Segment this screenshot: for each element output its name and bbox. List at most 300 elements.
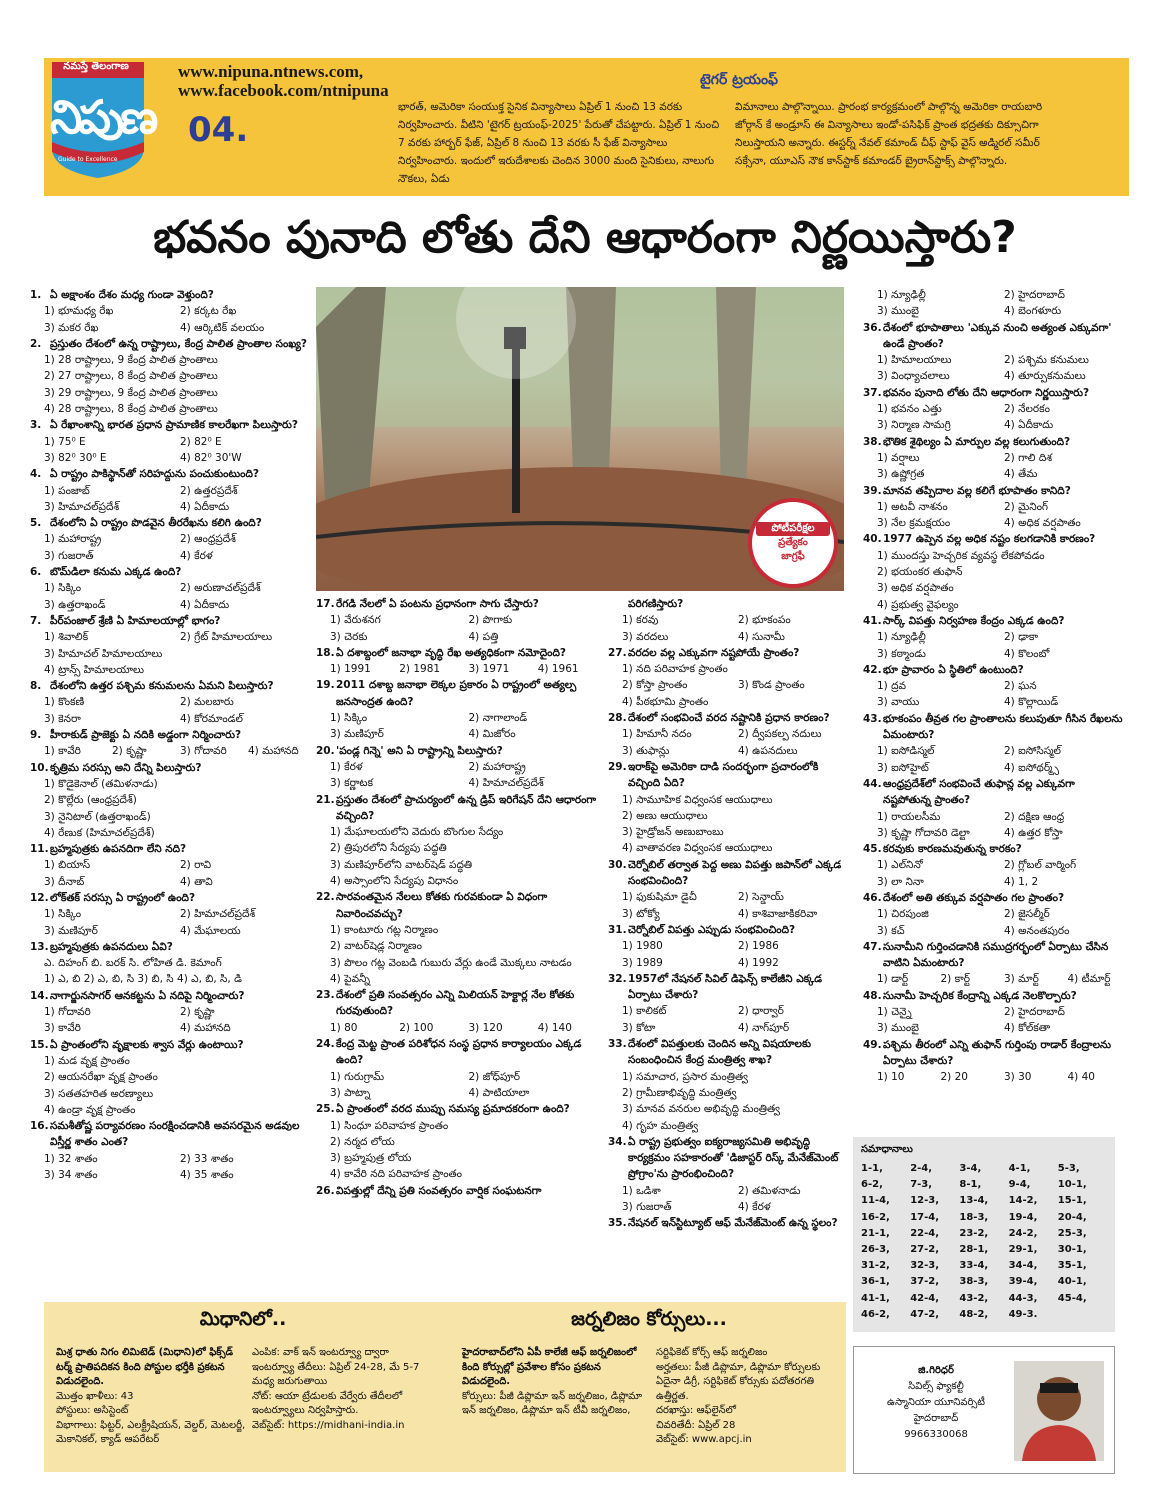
- question-label: ప్రస్తుతం దేశంలో ప్రాచుర్యంలో ఉన్న డ్రిప్ ఇరిగేషన్ దేని ఆధారంగా వచ్చింది?: [336, 793, 597, 822]
- question-options: [863, 971, 1125, 987]
- question-label: కేంద్ర మెట్ట ప్రాంత పరిశోధన సంస్థ ప్రధాన కార్యాలయం ఎక్కడ ఉంది?: [336, 1038, 582, 1067]
- option-text: 2) ఆయనరేఖా వృక్ష ప్రాంతం: [44, 1071, 158, 1084]
- option-text: 4) కాశివాజాకికరివా: [738, 907, 818, 920]
- question-number: 9.: [30, 729, 42, 742]
- question-options: [30, 580, 310, 613]
- option-text: 1) డార్ట్: [877, 973, 909, 986]
- option-text: 2) నాగాలాండ్: [468, 712, 528, 725]
- option-text: 4) కొలంబో: [1004, 647, 1050, 660]
- option-text: 1) నది పరివాహక ప్రాంతం: [622, 663, 728, 676]
- question-item: [608, 857, 848, 922]
- question-label: ఏ దశాబ్దంలో జనాభా వృద్ధి రేఖ అత్యధికంగా నమోదైంది?: [336, 646, 566, 659]
- option-text: 1) ద్రవ: [877, 680, 906, 693]
- question-options: [316, 1020, 601, 1036]
- answer-item: 13-4,: [959, 1195, 989, 1207]
- option-text: 1) చెన్నై: [877, 1006, 912, 1019]
- answer-item: 36-1,: [861, 1276, 890, 1288]
- question-options: [863, 352, 1125, 385]
- question-number: 44.: [863, 777, 882, 790]
- option-text: 2) ఉత్తరప్రదేశ్: [180, 484, 238, 497]
- option-text: 4) ఏదీకాదు: [180, 598, 230, 611]
- question-item: [863, 483, 1125, 532]
- question-options: [863, 548, 1125, 613]
- question-number: 41.: [863, 614, 882, 627]
- question-item: [863, 776, 1125, 841]
- option-text: 4) తూర్పుకనుమలు: [1004, 370, 1086, 383]
- question-text: [608, 645, 848, 661]
- question-number: 22.: [316, 891, 335, 904]
- question-number: 36.: [863, 321, 882, 334]
- question-text: [316, 743, 601, 759]
- answers-grid: [853, 1161, 1115, 1323]
- option-text: 4) ఐసోథర్మ్స్: [1004, 761, 1059, 774]
- question-item: [608, 1215, 848, 1231]
- option-text: 1) కాలికట్: [622, 1005, 667, 1018]
- option-text: 2) ధార్వార్: [738, 1005, 784, 1018]
- question-text: [863, 939, 1125, 972]
- option-text: 3) పొలం గట్ల వెంబడి గుబురు వేర్లు ఉండే మొక్కలు నాటడం: [330, 956, 572, 969]
- question-text: [608, 759, 848, 792]
- option-text: 1) భవనం ఎత్తు: [877, 403, 942, 416]
- option-text: 2) హిమాచల్‌ప్రదేశ్: [180, 908, 256, 921]
- option-text: 3) నిర్మాణ సామగ్రి: [877, 419, 951, 432]
- question-text: [316, 1183, 601, 1199]
- question-options: [608, 889, 848, 922]
- midhani-right: [252, 1346, 438, 1433]
- question-label: ఏ ప్రాంతంలో వరద ముప్పు సమస్య ప్రమాదకరంగా ఉంది?: [336, 1103, 570, 1116]
- question-number: 45.: [863, 843, 882, 856]
- midhani-title: మిధానిలో..: [199, 1308, 287, 1330]
- option-text: 1) హిమానీ నదం: [622, 728, 692, 741]
- answer-item: 12-3,: [910, 1195, 940, 1207]
- option-text: 2) గ్లోబల్ వార్మింగ్: [1004, 859, 1077, 872]
- question-label: బ్రహ్మపుత్రకు ఉపనదులు ఏవి?: [50, 940, 173, 953]
- option-text: 4) తేమ: [1004, 468, 1038, 481]
- question-text: [608, 922, 848, 938]
- option-text: 3) కొండ ప్రాంతం: [738, 679, 805, 692]
- question-text: [608, 1134, 848, 1183]
- option-text: 4) ఏదీకాదు: [180, 500, 230, 513]
- question-item: [30, 939, 310, 988]
- journalism-website[interactable]: వెబ్‌సైట్: www.apcj.in: [656, 1434, 752, 1445]
- question-label: దేశంలో భూపాతాలు 'ఎక్కువ నుంచి అత్యంత ఎక్కువగా' ఉండే ప్రాంతం?: [883, 321, 1112, 350]
- question-options: [863, 629, 1125, 662]
- option-text: 3) హిమాచల్‌ప్రదేశ్: [44, 500, 120, 513]
- question-text: [608, 1036, 848, 1069]
- option-text: 2) కర్కట రేఖ: [180, 305, 237, 318]
- question-options: [30, 743, 310, 759]
- option-text: 2) గాలి దిశ: [1004, 451, 1053, 464]
- question-item: [316, 889, 601, 987]
- option-text: 1) సిక్కిం: [44, 908, 82, 921]
- option-text: 1) వర్షాలు: [877, 451, 920, 464]
- question-text: [30, 760, 310, 776]
- journalism-title: జర్నలిజం కోర్సులు...: [571, 1308, 727, 1330]
- option-text: 3) తుఫాన్లు: [622, 744, 670, 757]
- question-text: [863, 1037, 1125, 1070]
- question-number: 34.: [608, 1135, 627, 1148]
- question-label: విపత్తుల్లో దేన్ని ప్రతి సంవత్సరం వార్షిక సంఘటనగా: [336, 1184, 542, 1197]
- question-label: హీరాకుడ్ ప్రాజెక్టు ఏ నదికి అడ్డంగా నిర్మించారు?: [50, 729, 242, 742]
- question-text: [316, 987, 601, 1020]
- option-text: 3) మకర రేఖ: [44, 321, 99, 334]
- answer-item: 38-3,: [959, 1276, 989, 1288]
- logo-subtitle: Guide to Excellence: [58, 156, 118, 163]
- answer-item: 42-4,: [910, 1292, 940, 1304]
- answer-item: 18-3,: [959, 1211, 989, 1223]
- option-text: 4) కేరళ: [180, 549, 213, 562]
- question-number: 25.: [316, 1103, 335, 1116]
- option-text: 1) కేరళ: [330, 760, 363, 773]
- midhani-website[interactable]: వెబ్‌సైట్: https://midhani-india.in: [252, 1419, 405, 1431]
- question-number: 28.: [608, 712, 627, 725]
- option-text: 2) పొగాకు: [468, 614, 513, 627]
- questions-column-2: [316, 596, 601, 1199]
- question-options: [316, 710, 601, 743]
- option-text: 4) తావి: [180, 875, 213, 888]
- option-text: 3) మార్ట్: [1004, 973, 1039, 986]
- question-number: 48.: [863, 989, 882, 1002]
- question-text: [863, 890, 1125, 906]
- question-label: భూకంపం తీవ్రత గల ప్రాంతాలను కలుపుతూ గీసిన రేఖలను ఏమంటారు?: [883, 712, 1123, 742]
- option-text: 2) కోస్తా ప్రాంతం: [622, 679, 688, 692]
- badge-line-3: జాగ్రఫీ: [781, 551, 805, 562]
- author-phone: 9966330068: [904, 1429, 968, 1440]
- question-label: సారవంతమైన నేలలు కోతకు గురవకుండా ఏ విధంగా నివారించవచ్చు?: [336, 891, 548, 920]
- question-item: [863, 841, 1125, 890]
- option-text: 1) న్యూఢిల్లీ: [877, 631, 926, 644]
- option-text: 1) సమాచార, ప్రసార మంత్రిత్వ: [622, 1070, 748, 1083]
- question-item: [30, 1118, 310, 1183]
- option-text: 3) లా నినా: [877, 875, 924, 888]
- option-text: 3) సతతహరిత అరణ్యాలు: [44, 1087, 154, 1100]
- question-text: [316, 1101, 601, 1117]
- option-text: 4) బెంగళూరు: [1004, 305, 1062, 318]
- option-text: 2) తమిళనాడు: [738, 1184, 801, 1197]
- question-text: [316, 792, 601, 825]
- question-options: [863, 287, 1125, 320]
- midhani-intro: మిశ్ర ధాతు నిగం లిమిటెడ్ (మిధాని)లో ఫిక్స్‌డ్ టర్మ్ ప్రాతిపదికన కింది పోస్టుల భర్తీకి ప్రకటన విడుదలైంది.: [56, 1347, 233, 1387]
- answer-item: 3-4,: [959, 1163, 982, 1174]
- option-text: 1) సిక్కిం: [44, 582, 82, 595]
- answer-item: 49-3.: [1008, 1308, 1038, 1320]
- option-text: 4) సునామీ: [738, 630, 785, 643]
- issue-number: 04.: [188, 110, 249, 150]
- question-number: 38.: [863, 435, 882, 448]
- question-item: [863, 1037, 1125, 1086]
- option-text: 1) 28 రాష్ట్రాలు, 9 కేంద్ర పాలిత ప్రాంతాలు: [44, 354, 218, 367]
- question-item: [863, 613, 1125, 662]
- question-item: [863, 711, 1125, 776]
- question-number: 19.: [316, 679, 335, 692]
- question-number: 43.: [863, 712, 882, 725]
- option-text: 4) 28 రాష్ట్రాలు, 8 కేంద్ర పాలిత ప్రాంతాలు: [44, 403, 218, 416]
- question-number: 49.: [863, 1038, 882, 1051]
- question-text: [863, 988, 1125, 1004]
- question-options: [863, 809, 1125, 842]
- option-text: 2) 33 శాతం: [180, 1152, 234, 1165]
- option-text: 3) 82⁰ 30⁰ E: [44, 451, 107, 464]
- url-facebook[interactable]: www.facebook.com/ntnipuna: [178, 81, 389, 100]
- option-text: 4) ఉపనదులు: [738, 744, 798, 757]
- answer-item: 48-2,: [959, 1308, 989, 1320]
- option-text: 2) భూకంపం: [738, 614, 791, 627]
- question-number: 37.: [863, 386, 882, 399]
- option-text: 3) ఐసోహైట్: [877, 761, 929, 774]
- option-text: 1) 10: [877, 1071, 905, 1084]
- question-item: [316, 677, 601, 742]
- answer-item: 15-1,: [1057, 1195, 1087, 1207]
- question-options: [30, 857, 310, 890]
- midhani-left: [56, 1346, 246, 1448]
- question-label: 1977 ఉప్పెన వల్ల అధిక నష్టం కలగడానికి కారణం?: [883, 533, 1096, 546]
- question-label: వరదల వల్ల ఎక్కువగా నష్టపోయే ప్రాంతం?: [628, 646, 800, 659]
- option-text: 4) 1992: [738, 956, 779, 969]
- midhani-selection: ఎంపిక: వాక్ ఇన్ ఇంటర్వ్యూ ద్వారా: [252, 1347, 389, 1358]
- answer-item: 26-3,: [861, 1244, 890, 1256]
- url-nipuna[interactable]: www.nipuna.ntnews.com,: [178, 62, 364, 81]
- option-text: 4) 1961: [537, 663, 579, 676]
- option-text: 3) కోటా: [622, 1021, 656, 1034]
- option-text: 2) భయంకర తుఫాన్: [877, 566, 963, 579]
- logo-name: నిపుణ: [50, 90, 155, 144]
- option-text: 2) ఢాకా: [1004, 631, 1039, 644]
- question-text: [608, 1215, 848, 1231]
- question-label: ఏ ప్రాంతంలోని వృక్షాలకు శ్వాస వేర్లు ఉంటాయి?: [50, 1038, 244, 1051]
- answer-item: 25-3,: [1057, 1227, 1087, 1239]
- option-text: 2) కార్ట్: [940, 973, 970, 986]
- question-text: [30, 466, 310, 482]
- author-box: [853, 1346, 1115, 1474]
- question-item: [863, 939, 1125, 988]
- option-text: 3) హైడ్రోజన్ అణుబాంబు: [622, 826, 724, 839]
- option-text: 2) త్రిపురలోని సేద్యపు పద్ధతి: [330, 842, 447, 855]
- question-label: బ్రహ్మపుత్రకు ఉపనదిగా లేని నది?: [50, 843, 187, 856]
- question-text: [608, 971, 848, 1004]
- answer-item: 29-1,: [1008, 1244, 1038, 1256]
- question-number: 20.: [316, 744, 335, 757]
- option-text: 1) కొడైకెనాల్ (తమిళనాడు): [44, 777, 158, 790]
- question-options: [863, 743, 1125, 776]
- answer-item: 32-3,: [910, 1260, 940, 1272]
- question-label: 'పండ్ల గిన్నె' అని ఏ రాష్ట్రాన్ని పిలుస్తారు?: [336, 744, 503, 757]
- question-label: దేశంలో విపత్తులకు చెందిన అన్ని విషయాలకు సంబంధించిన కేంద్ర మంత్రిత్వ శాఖ?: [628, 1038, 812, 1067]
- answer-item: 40-1,: [1057, 1276, 1087, 1288]
- option-text: 4) ఉండ్రా వృక్ష ప్రాంతం: [44, 1103, 136, 1116]
- option-text: 2) సెన్డాయ్: [738, 891, 784, 904]
- question-number: 27.: [608, 646, 627, 659]
- question-text: [30, 841, 310, 857]
- question-number: 16.: [30, 1120, 49, 1133]
- option-text: 4) అధిక వర్షపాతం: [1004, 517, 1081, 530]
- option-text: 1) వేరుశనగ: [330, 614, 381, 627]
- answer-item: 28-1,: [959, 1244, 989, 1256]
- question-options: [608, 726, 848, 759]
- question-options: [30, 1004, 310, 1037]
- author-org: ఉస్మానియా యూనివర్సిటీ: [887, 1397, 985, 1408]
- question-number: 40.: [863, 533, 882, 546]
- question-item: [608, 971, 848, 1036]
- question-options: [30, 483, 310, 516]
- option-text: 4) 35 శాతం: [180, 1169, 234, 1182]
- question-options: [863, 678, 1125, 711]
- question-text: [863, 662, 1125, 678]
- question-options: [316, 922, 601, 987]
- news-text-right: విమానాలు పాల్గొన్నాయి. ప్రారంభ కార్యక్రమంలో పాల్గొన్న అమెరికా రాయబారి జోర్గాన్ కే అండ్రూస్ ఈ విన్యాసాలు ఇండో-పసిఫిక్ ప్రాంత భద్రతకు దిక్సూచిగా నిలుస్తాయని అన్నారు. ఈస్టర్న్ నేవల్ కమాండ్ చీఫ్ స్టాఫ్ వైస్ అడ్మిరల్ సమీర్ సక్సేనా, యూఎస్ నౌక కాన్‌స్టాక్ కమాండర్ బ్రైరాన్‌స్టాక్స్ పాల్గొన్నారు.: [735, 101, 1043, 167]
- question-label: భౌతిక శైథిల్యం ఏ మార్పుల వల్ల కలుగుతుంది?: [883, 435, 1071, 448]
- question-text: [316, 889, 601, 922]
- option-text: 2) నేలరకం: [1004, 403, 1050, 416]
- option-text: 4) పత్తి: [468, 630, 499, 643]
- question-number: 29.: [608, 760, 627, 773]
- question-options: [316, 1069, 601, 1102]
- question-options: [30, 303, 310, 336]
- question-options: [608, 612, 848, 645]
- question-item: [608, 596, 848, 645]
- question-item: [30, 613, 310, 678]
- option-text: 2) ఐసోసిస్మల్: [1004, 745, 1061, 758]
- option-text: 1) ఫుకుషిమా డైచీ: [622, 891, 697, 904]
- question-number: 11.: [30, 843, 49, 856]
- option-text: 4) ట్రాన్స్ హిమాలయాలు: [44, 663, 145, 676]
- question-item: [863, 662, 1125, 711]
- question-options: [608, 792, 848, 857]
- option-text: 1) భూమధ్య రేఖ: [44, 305, 114, 318]
- question-item: [316, 596, 601, 645]
- option-text: 3) హిమాచల్ హిమాలయాలు: [44, 647, 163, 660]
- question-options: [863, 1004, 1125, 1037]
- question-options: [30, 906, 310, 939]
- option-text: 1) చిరపుంజి: [877, 908, 929, 921]
- journalism-eligibility: అర్హతలు: పీజీ డిప్లొమా, డిప్లొమా కోర్సులకు ఏదైనా డిగ్రీ, సర్టిఫికెట్ కోర్సుకు పదోతరగతి ఉత్తీర్ణత.: [656, 1361, 821, 1402]
- question-number: 10.: [30, 761, 49, 774]
- answer-item: 4-1,: [1008, 1163, 1031, 1174]
- answer-item: 21-1,: [861, 1227, 890, 1239]
- question-text: [863, 434, 1125, 450]
- questions-column-1: [30, 287, 310, 1183]
- question-text: [863, 841, 1125, 857]
- question-text: [30, 939, 310, 955]
- question-label: భూ ప్రావారం ఏ స్థితిలో ఉంటుంది?: [883, 663, 1024, 676]
- option-text: 3) కృష్ణా గోదావరి డెల్టా: [877, 826, 970, 839]
- option-text: 3) మణిపూర్‌లోని వాటర్‌షెడ్ పద్ధతి: [330, 858, 473, 871]
- question-item: [30, 890, 310, 939]
- answer-item: 16-2,: [861, 1211, 890, 1223]
- answer-item: 46-2,: [861, 1308, 890, 1320]
- question-options: [608, 1183, 848, 1216]
- question-item: [30, 417, 310, 466]
- option-text: 1) అటవీ నాశనం: [877, 500, 948, 513]
- option-text: 1) కరవు: [622, 614, 659, 627]
- answer-item: 44-3,: [1008, 1292, 1038, 1304]
- question-number: 42.: [863, 663, 882, 676]
- option-text: 2) ద్వీపకల్ప నదులు: [738, 728, 822, 741]
- question-label: దేశంలో ప్రతి సంవత్సరం ఎన్ని మిలియన్ హెక్టార్ల నేల కోతకు గురవుతుంది?: [336, 989, 575, 1018]
- journalism-box: [452, 1302, 846, 1472]
- question-number: 13.: [30, 940, 49, 953]
- option-text: 3) బ్రహ్మపుత్ర లోయ: [330, 1152, 412, 1165]
- question-text: [316, 596, 601, 612]
- option-text: 3) గుజరాత్: [622, 1200, 672, 1213]
- option-text: 4) మహానది: [248, 745, 299, 758]
- question-options: [863, 450, 1125, 483]
- journalism-courses: కోర్సులు: పీజీ డిప్లొమా ఇన్ జర్నలిజం, డిప్లొమా ఇన్ జర్నలిజం, డిప్లొమా ఇన్ టీవీ జర్నలిజం,: [462, 1390, 642, 1416]
- question-item: [30, 988, 310, 1037]
- option-text: 1) రాయలసీమ: [877, 810, 941, 823]
- answer-item: 37-2,: [910, 1276, 940, 1288]
- question-label: ఇరాక్‌పై అమెరికా దాడి సందర్భంగా ప్రచారంలోకి వచ్చింది ఏది?: [628, 760, 819, 790]
- option-text: 4) కోరమాండల్: [180, 712, 243, 725]
- question-number: 6.: [30, 566, 42, 579]
- midhani-posts: పోస్టులు: అసిస్టెంట్: [56, 1405, 129, 1416]
- option-text: 4) మేఘాలయ: [180, 924, 241, 937]
- option-text: 4) టీమార్ట్: [1067, 973, 1111, 986]
- answer-item: 14-2,: [1008, 1195, 1038, 1207]
- option-text: 1) సిక్కిం: [330, 712, 368, 725]
- option-text: 4) ఆర్కిటిక్ వలయం: [180, 321, 265, 334]
- option-text: [180, 646, 310, 662]
- option-text: 2) 100: [399, 1021, 434, 1034]
- question-number: 31.: [608, 923, 627, 936]
- news-title: టైగర్ ట్రయంఫ్: [700, 72, 779, 88]
- question-text: [30, 988, 310, 1004]
- question-label: పరిగణిస్తారు?: [628, 598, 684, 610]
- answer-item: 7-3,: [910, 1179, 933, 1191]
- option-text: 3) 1971: [468, 663, 510, 676]
- question-text: [863, 711, 1125, 744]
- option-text: 4) 140: [537, 1021, 572, 1034]
- option-text: 4) కొల్లాయిడ్: [1004, 696, 1059, 709]
- option-text: 1) పంజాబ్: [44, 484, 90, 497]
- question-text: [30, 678, 310, 694]
- option-text: 4) పీఠభూమి ప్రాంతం: [622, 695, 709, 708]
- option-text: 2) ఆంధ్రప్రదేశ్: [180, 533, 236, 546]
- question-options: [863, 499, 1125, 532]
- question-text: [608, 710, 848, 726]
- option-text: 1) మహారాష్ట్ర: [44, 533, 102, 546]
- option-text: [738, 661, 848, 677]
- question-number: 30.: [608, 858, 627, 871]
- question-text: [863, 531, 1125, 547]
- option-text: 2) గ్రేట్ హిమాలయాలు: [180, 631, 273, 644]
- option-text: 3) మణిపూర్: [44, 924, 98, 937]
- journalism-left: [462, 1346, 648, 1419]
- question-item: [316, 645, 601, 678]
- question-options: [608, 661, 848, 710]
- question-options: [863, 857, 1125, 890]
- midhani-dates: ఇంటర్వ్యూ తేదీలు: ఏప్రిల్ 24-28, మే 5-7 మధ్య జరుగుతాయి: [252, 1361, 420, 1387]
- option-text: [738, 694, 848, 710]
- option-text: 4) కేరళ: [738, 1200, 771, 1213]
- option-text: 3) వాయు: [877, 696, 920, 709]
- question-label: ప్రస్తుతం దేశంలో ఉన్న రాష్ట్రాలు, కేంద్ర పాలిత ప్రాంతాల సంఖ్య?: [50, 337, 308, 350]
- question-options: [30, 434, 310, 467]
- option-text: 3) గోదావరి: [180, 745, 227, 758]
- question-number: 1.: [30, 289, 42, 301]
- question-label: రేగడి నేలలో ఏ పంటను ప్రధానంగా సాగు చేస్తారు?: [336, 598, 539, 610]
- option-text: 1) కాంటూరు గట్ల నిర్మాణం: [330, 923, 439, 936]
- question-text: [30, 727, 310, 743]
- question-number: 39.: [863, 484, 882, 497]
- badge-line-1: పోటీపరీక్షల: [756, 522, 830, 536]
- question-label: ఏ రేఖాంశాన్ని భారత ప్రధాన ప్రామాణిక కాలరేఖగా పిలుస్తారు?: [50, 419, 298, 432]
- question-item: [863, 890, 1125, 939]
- question-text: [863, 483, 1125, 499]
- journalism-cert: సర్టిఫికెట్ కోర్స్ ఆఫ్ జర్నలిజం: [656, 1347, 768, 1358]
- option-text: 3) గుజరాత్: [44, 549, 94, 562]
- questions-column-4: [863, 287, 1125, 1086]
- question-options: [30, 352, 310, 417]
